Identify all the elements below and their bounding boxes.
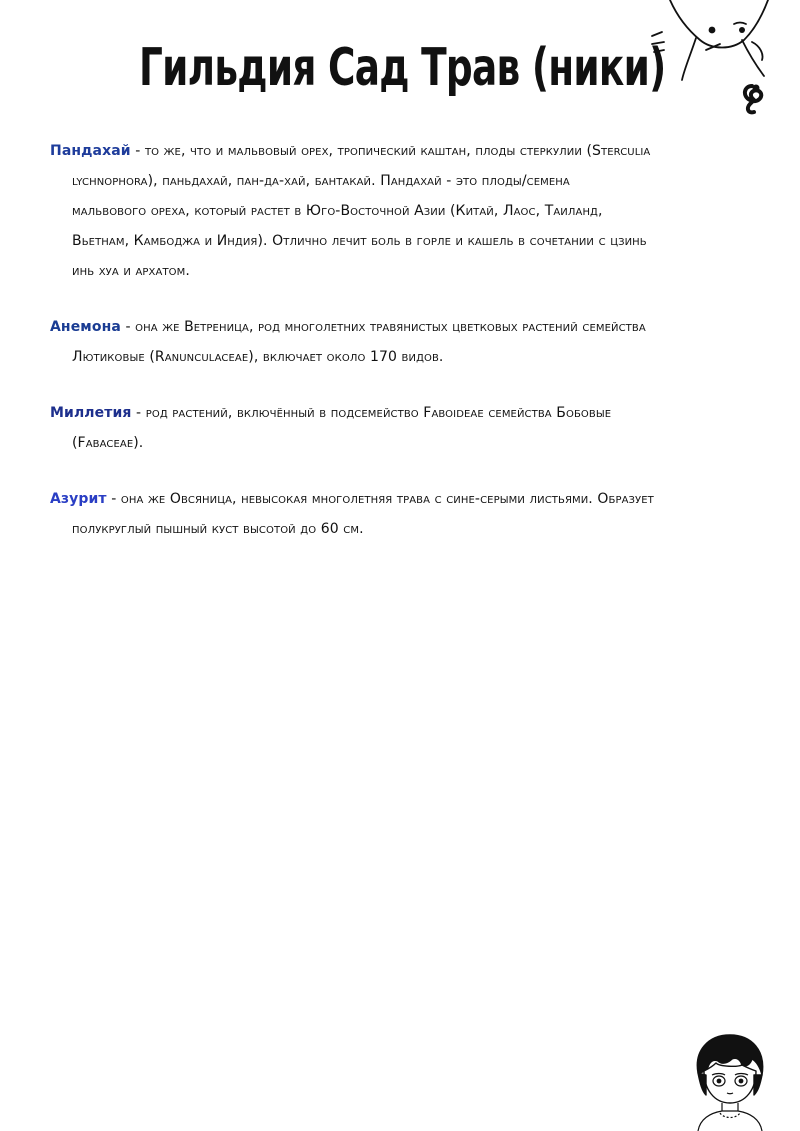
definition-line: мальвового ореха, который растет в Юго-Восточной Азии (Китай, Лаос, Таиланд, bbox=[72, 203, 603, 219]
term-pandahai: Пандахай bbox=[50, 143, 131, 159]
glossary-entry-milletiya bbox=[50, 398, 750, 458]
term-azurit: Азурит bbox=[50, 491, 107, 507]
definition-line: Лютиковые (Ranunculaceae), включает около 170 видов. bbox=[72, 349, 444, 365]
chibi-character-illustration bbox=[690, 1029, 770, 1131]
glossary-list bbox=[50, 136, 750, 544]
term-milletiya: Миллетия bbox=[50, 405, 132, 421]
cat-doodle-illustration bbox=[592, 0, 782, 120]
definition-line: - она же Овсяница, невысокая многолетняя трава с сине-серыми листьями. Образует bbox=[106, 491, 654, 507]
definition-line: - род растений, включённый в подсемейство Faboideae семейства Бобовые bbox=[131, 405, 612, 421]
glossary-entry-anemona bbox=[50, 312, 750, 372]
definition-line: - она же Ветреница, род многолетних травянистых цветковых растений семейства bbox=[120, 319, 646, 335]
definition-line: инь хуа и архатом. bbox=[72, 263, 190, 279]
glossary-entry-pandahai bbox=[50, 136, 750, 286]
glossary-entry-azurit bbox=[50, 484, 750, 544]
definition-line: (Fabaceae). bbox=[72, 435, 144, 451]
page-title: Гильдия Сад Трав (ники) bbox=[138, 38, 666, 98]
definition-line: - то же, что и мальвовый орех, тропический каштан, плоды стеркулии (Sterculia bbox=[130, 143, 651, 159]
definition-line: Вьетнам, Камбоджа и Индия). Отлично лечит боль в горле и кашель в сочетании с цзинь bbox=[72, 233, 647, 249]
term-anemona: Анемона bbox=[50, 319, 121, 335]
definition-line: lychnophora), паньдахай, пан-да-хай, бантакай. Пандахай - это плоды/семена bbox=[72, 173, 570, 189]
definition-line: полукруглый пышный куст высотой до 60 см. bbox=[72, 521, 364, 537]
